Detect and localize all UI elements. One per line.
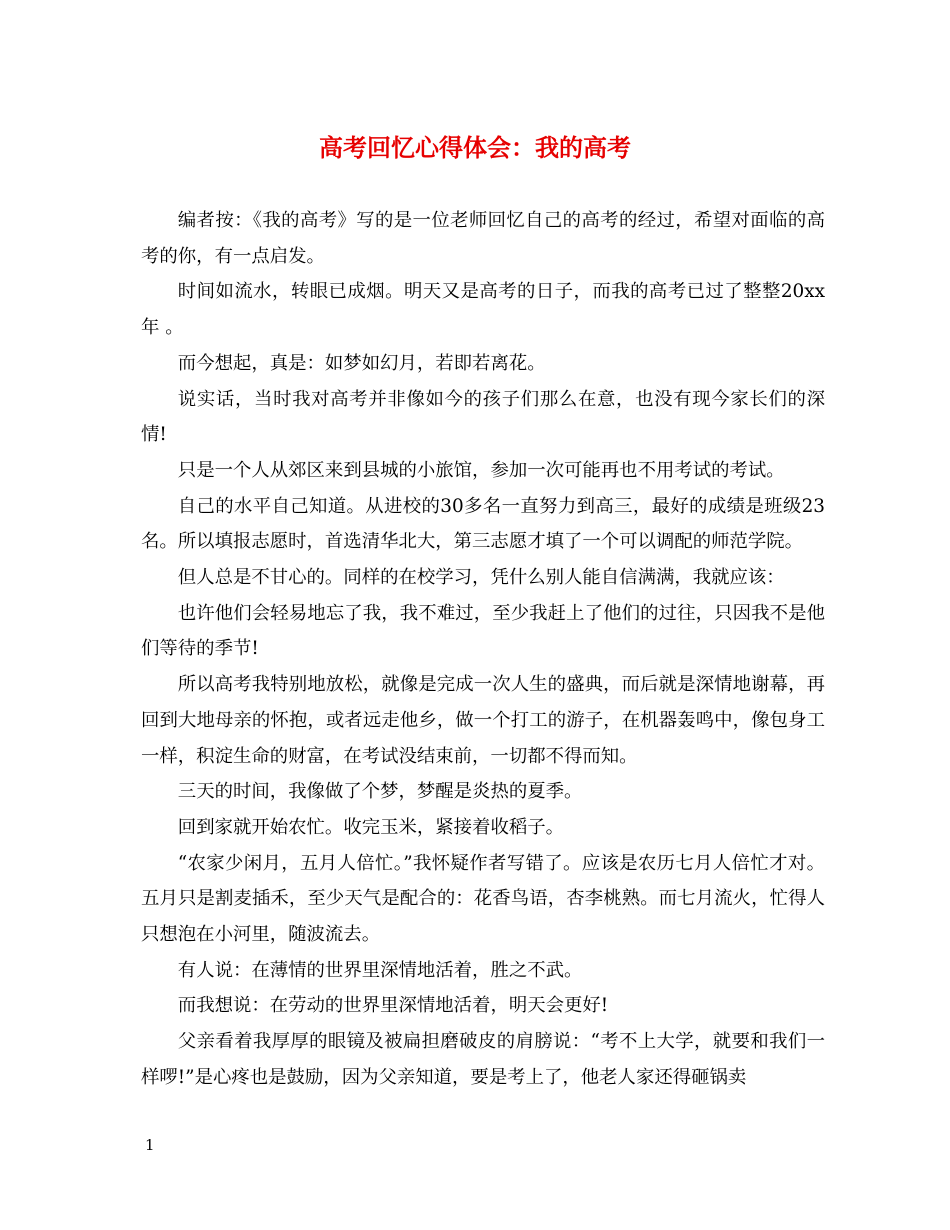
paragraph: 有人说：在薄情的世界里深情地活着，胜之不武。 [177,959,583,981]
paragraph: 父亲看着我厚厚的眼镜及被扁担磨破皮的肩膀说：“考不上大学，就要和我们一样啰!”是心疼也是鼓励，因为父亲知道，要是考上了，他老人家还得砸锅卖 [141,1031,825,1088]
page-number: 1 [145,1136,155,1154]
paragraph: 说实话，当时我对高考并非像如今的孩子们那么在意，也没有现今家长们的深情! [141,388,825,446]
paragraph: 而我想说：在劳动的世界里深情地活着，明天会更好! [177,995,609,1017]
paragraph: 三天的时间，我像做了个梦，梦醒是炎热的夏季。 [177,781,583,803]
paragraph: 也许他们会轻易地忘了我，我不难过，至少我赶上了他们的过往，只因我不是他们等待的季节! [141,602,825,660]
paragraph: 而今想起，真是：如梦如幻月，若即若离花。 [177,352,546,374]
paragraph: 但人总是不甘心的。同样的在校学习，凭什么别人能自信满满，我就应该： [177,567,785,589]
paragraph: 自己的水平自己知道。从进校的30多名一直努力到高三，最好的成绩是班级23名。所以填报志愿时，首选清华北大，第三志愿才填了一个可以调配的师范学院。 [141,495,825,553]
page-title: 高考回忆心得体会：我的高考 [319,133,631,162]
paragraph: “农家少闲月，五月人倍忙。”我怀疑作者写错了。应该是农历七月人倍忙才对。五月只是割麦插禾，至少天气是配合的：花香鸟语，杏李桃熟。而七月流火，忙得人只想泡在小河里，随波流去。 [141,852,825,946]
paragraph: 所以高考我特别地放松，就像是完成一次人生的盛典，而后就是深情地谢幕，再回到大地母亲的怀抱，或者远走他乡，做一个打工的游子，在机器轰鸣中，像包身工一样，积淀生命的财富，在考试没结束前，一切都不得而知。 [141,674,825,767]
paragraph: 回到家就开始农忙。收完玉米，紧接着收稻子。 [177,816,565,838]
paragraph: 只是一个人从郊区来到县城的小旅馆，参加一次可能再也不用考试的考试。 [177,459,785,481]
document-body [141,203,825,1096]
paragraph: 编者按：《我的高考》写的是一位老师回忆自己的高考的经过，希望对面临的高考的你，有一点启发。 [141,210,825,267]
paragraph: 时间如流水，转眼已成烟。明天又是高考的日子，而我的高考已过了整整20xx年 。 [141,281,825,339]
